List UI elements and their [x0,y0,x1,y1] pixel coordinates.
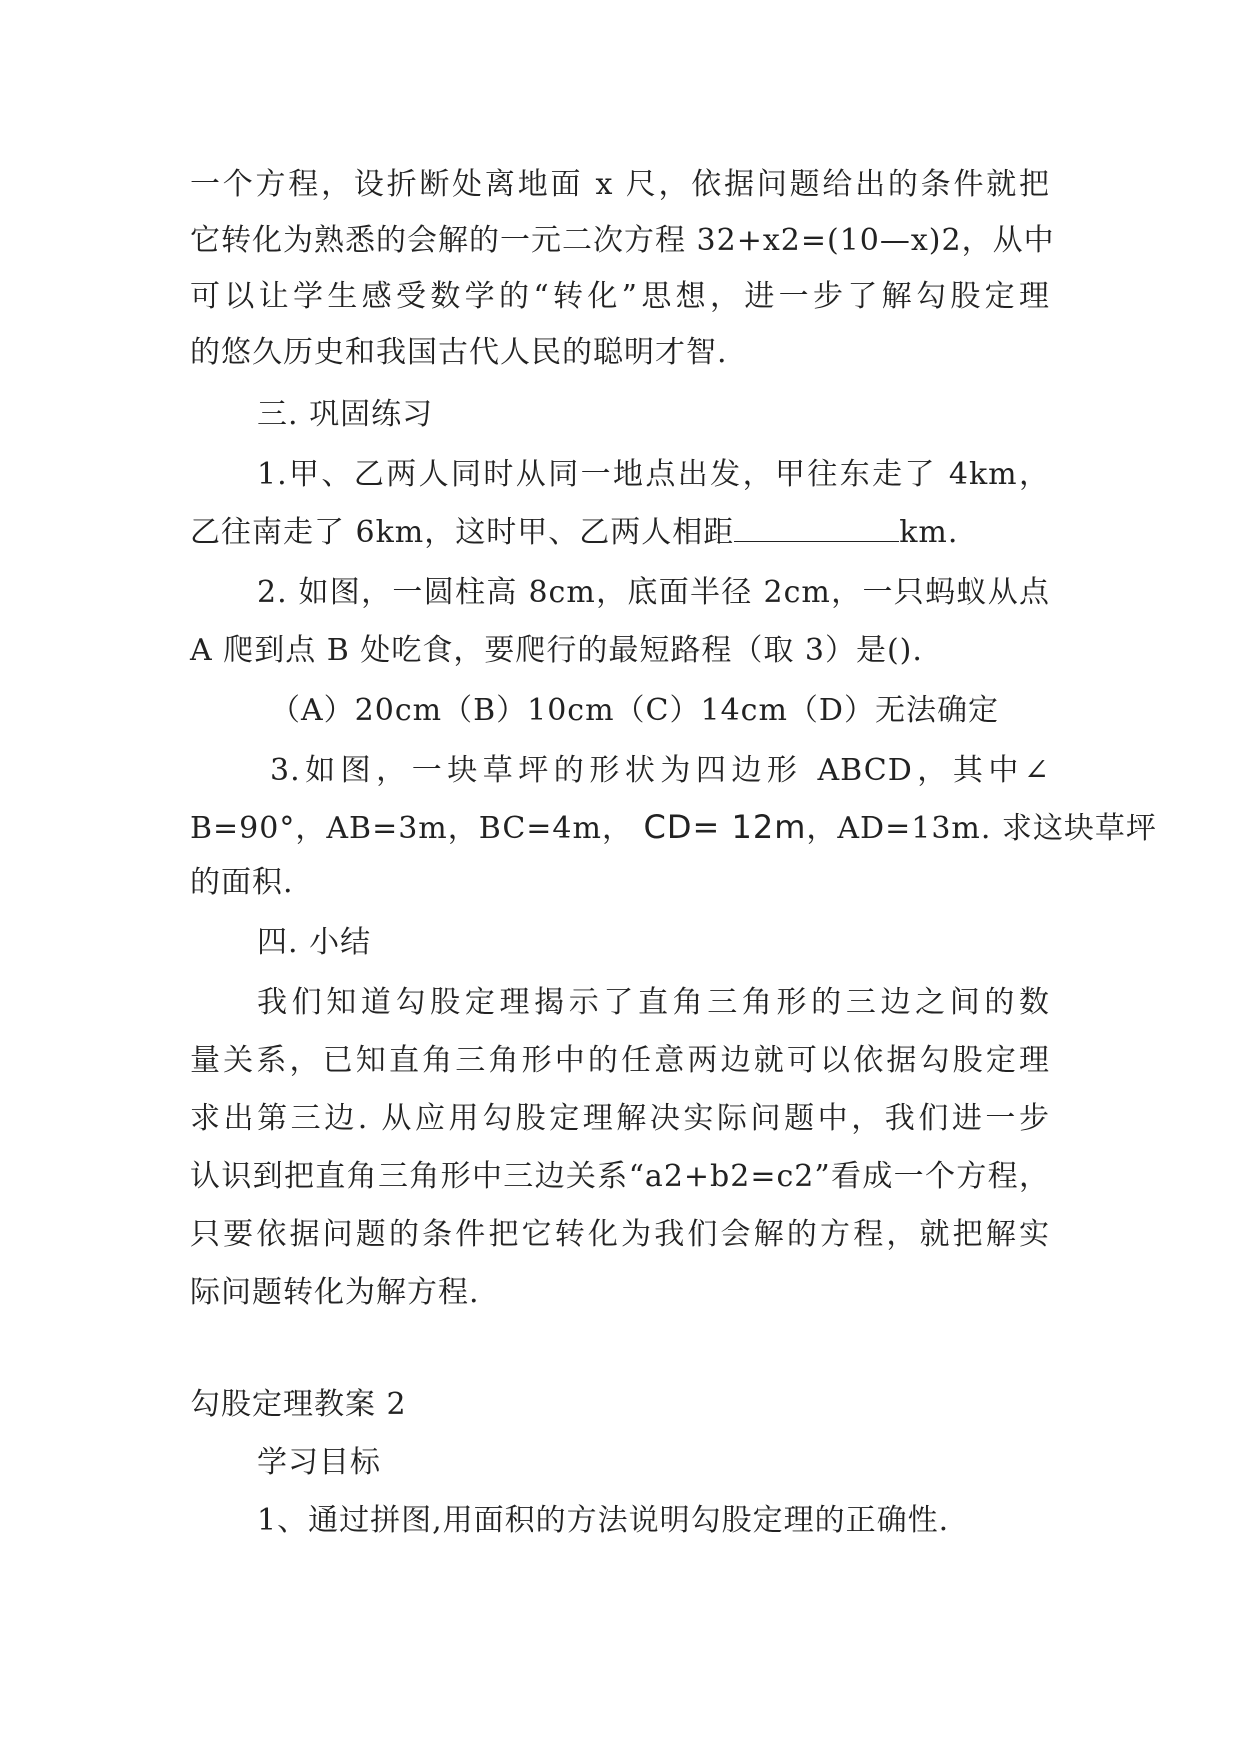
summary-line: 我们知道勾股定理揭示了直角三角形的三边之间的数 [257,985,1050,1020]
summary-line: 量关系，已知直角三角形中的任意两边就可以依据勾股定理 [190,1043,1050,1078]
answer-options: （A）20cm（B）10cm（C）14cm（D）无法确定 [270,693,999,728]
exercise-line: 的面积. [190,865,294,900]
section-heading: 学习目标 [257,1445,381,1480]
exercise-text: 乙往南走了 6km，这时甲、乙两人相距 [190,515,735,550]
section-heading: 三. 巩固练习 [257,397,434,432]
paragraph-line: 它转化为熟悉的会解的一元二次方程 32+x2=(10—x)2，从中 [190,223,1055,258]
exercise-line [190,503,1050,563]
formula-text: CD= 12m [643,808,807,846]
objective-item: 1、通过拼图,用面积的方法说明勾股定理的正确性. [257,1503,950,1538]
paragraph-line: 可以让学生感受数学的“转化”思想，进一步了解勾股定理 [190,279,1050,314]
paragraph-line: 的悠久历史和我国古代人民的聪明才智. [190,335,728,370]
exercise-line: 2. 如图，一圆柱高 8cm，底面半径 2cm，一只蚂蚁从点 [257,575,1050,610]
exercise-line [190,797,1157,857]
exercise-line: 1.甲、乙两人同时从同一地点出发，甲往东走了 4km， [257,457,1050,492]
summary-line: 际问题转化为解方程. [190,1275,480,1310]
summary-line: 认识到把直角三角形中三边关系“a2+b2=c2”看成一个方程， [190,1159,1050,1194]
paragraph-line: 一个方程，设折断处离地面 x 尺，依据问题给出的条件就把 [190,167,1050,202]
exercise-line: A 爬到点 B 处吃食，要爬行的最短路程（取 3）是(). [190,633,923,668]
document-subtitle: 勾股定理教案 2 [190,1387,407,1422]
answer-blank [734,505,899,542]
exercise-unit: km. [899,515,959,550]
section-heading: 四. 小结 [257,925,372,960]
exercise-line: 3.如图，一块草坪的形状为四边形 ABCD，其中∠ [270,753,1050,788]
summary-line: 求出第三边. 从应用勾股定理解决实际问题中，我们进一步 [190,1101,1050,1136]
exercise-text: ，AD=13m. 求这块草坪 [806,811,1157,846]
summary-line: 只要依据问题的条件把它转化为我们会解的方程，就把解实 [190,1217,1050,1252]
exercise-text: B=90°，AB=3m，BC=4m， [190,811,633,846]
